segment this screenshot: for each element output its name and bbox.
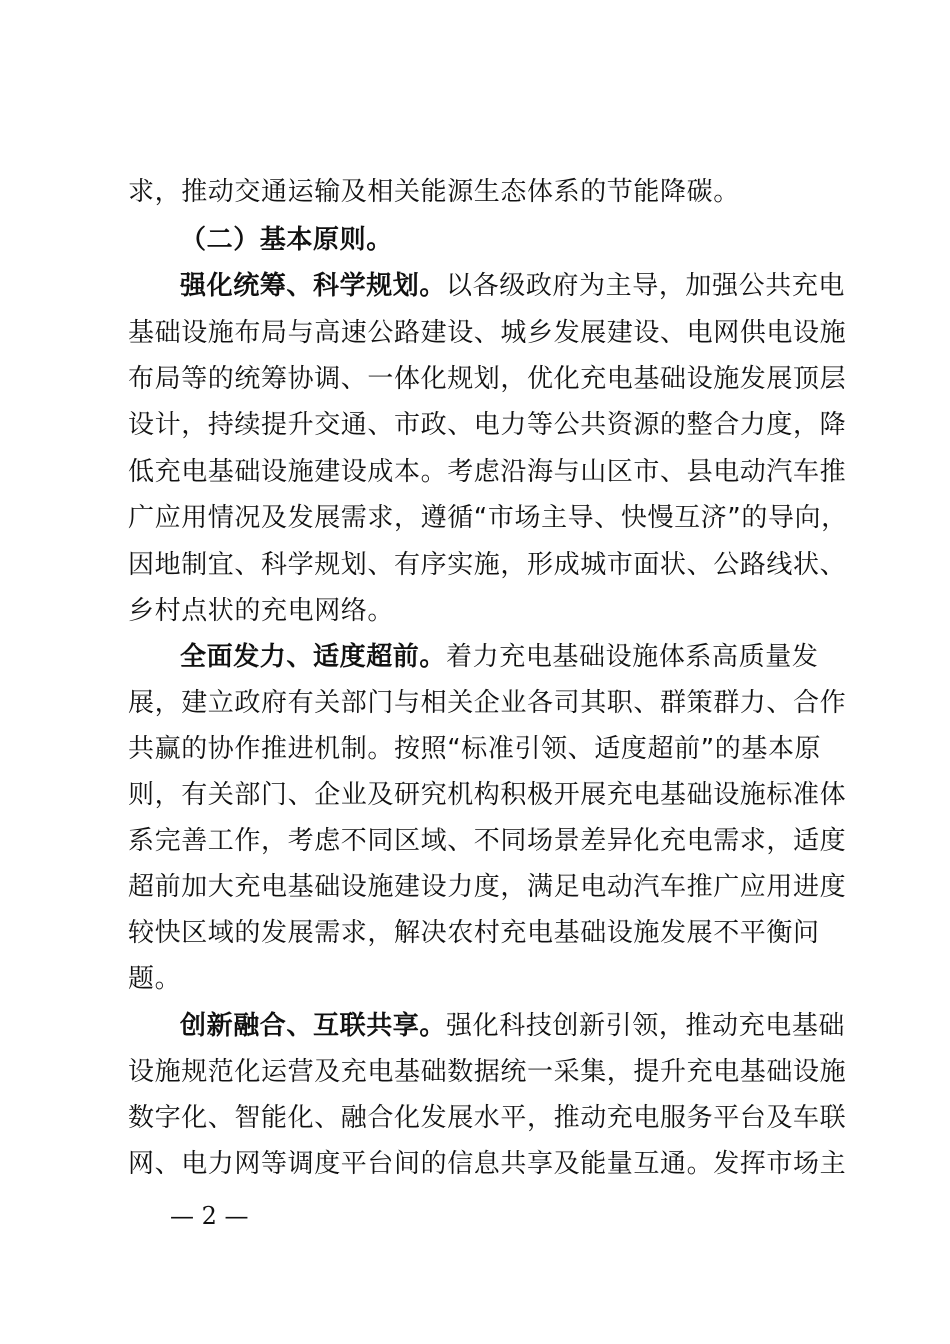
text-line: 题。 (128, 964, 182, 994)
text-line: 基础设施布局与高速公路建设、城乡发展建设、电网供电设施 (128, 318, 847, 348)
text-line: 共赢的协作推进机制。按照“标准引领、适度超前”的基本原 (128, 734, 822, 764)
text-line: 求，推动交通运输及相关能源生态体系的节能降碳。 (128, 177, 740, 207)
text-line: 广应用情况及发展需求，遵循“市场主导、快慢互济”的导向， (128, 503, 848, 533)
text-line: 低充电基础设施建设成本。考虑沿海与山区市、县电动汽车推 (128, 457, 847, 487)
text-line: 展，建立政府有关部门与相关企业各司其职、群策群力、合作 (128, 688, 847, 718)
text-line: 较快区域的发展需求，解决农村充电基础设施发展不平衡问 (128, 918, 820, 948)
text-line: 数字化、智能化、融合化发展水平，推动充电服务平台及车联 (128, 1103, 847, 1133)
bold-lead: 强化统筹、科学规划。 (180, 271, 447, 301)
text-span: 着力充电基础设施体系高质量发 (446, 642, 819, 672)
text-line: 系完善工作，考虑不同区域、不同场景差异化充电需求，适度 (128, 826, 847, 856)
text-line: 则，有关部门、企业及研究机构积极开展充电基础设施标准体 (128, 780, 847, 810)
text-line: 设施规范化运营及充电基础数据统一采集，提升充电基础设施 (128, 1057, 847, 1087)
paragraph-start (180, 637, 890, 677)
text-line: 网、电力网等调度平台间的信息共享及能量互通。发挥市场主 (128, 1149, 847, 1179)
text-line: 乡村点状的充电网络。 (128, 596, 395, 626)
text-line: 布局等的统筹协调、一体化规划，优化充电基础设施发展顶层 (128, 364, 847, 394)
text-span: 以各级政府为主导，加强公共充电 (446, 271, 846, 301)
section-heading: （二）基本原则。 (180, 225, 393, 255)
text-line: 设计，持续提升交通、市政、电力等公共资源的整合力度，降 (128, 410, 847, 440)
paragraph-start (180, 1006, 890, 1046)
text-line: 超前加大充电基础设施建设力度，满足电动汽车推广应用进度 (128, 872, 847, 902)
text-line: 因地制宜、科学规划、有序实施，形成城市面状、公路线状、 (128, 550, 847, 580)
paragraph-start (180, 266, 890, 306)
text-span: 强化科技创新引领，推动充电基础 (446, 1011, 846, 1041)
page-number: — 2 — (170, 1202, 249, 1230)
bold-lead: 创新融合、互联共享。 (180, 1011, 447, 1041)
bold-lead: 全面发力、适度超前。 (180, 642, 447, 672)
